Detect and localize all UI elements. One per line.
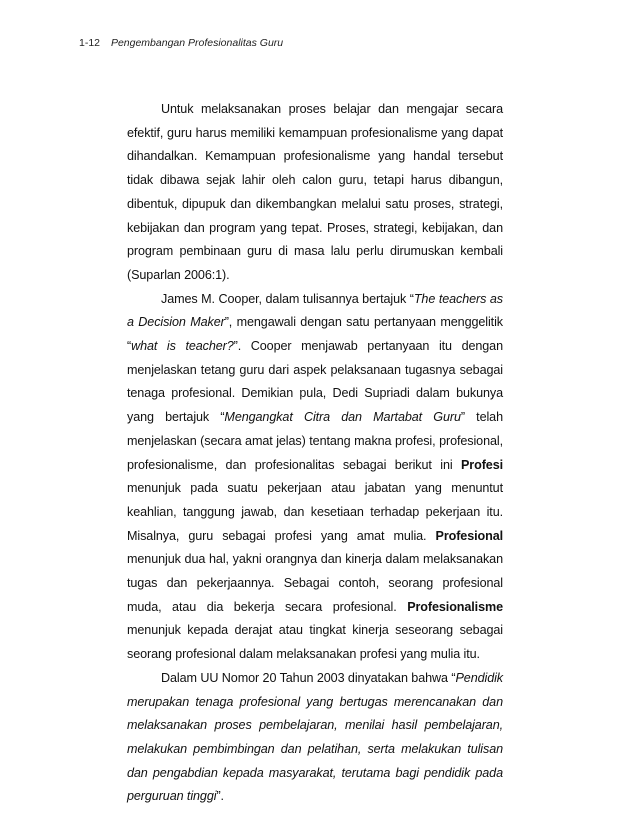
running-title: Pengembangan Profesionalitas Guru	[110, 37, 284, 49]
italic-book-title: Mengangkat Citra dan Martabat Guru	[224, 410, 461, 425]
paragraph-text: ” telah menjelaskan (secara amat jelas) tentang makna profesi, profesional, profesionalisme, dan profesionalitas sebagai berikut ini	[127, 410, 503, 472]
paragraph-text: menunjuk kepada derajat atau tingkat kinerja seseorang sebagai seorang profesional dalam melaksanakan profesi yang mulia itu.	[127, 623, 503, 662]
paragraph-text: ”, mengawali dengan satu pertanyaan menggelitik “	[127, 315, 503, 354]
term-profesionalisme: Profesionalisme	[407, 599, 503, 614]
body-text	[127, 98, 503, 809]
paragraph-2	[127, 288, 503, 667]
paragraph-text: ”.	[216, 789, 224, 804]
paragraph-text: ”. Cooper menjawab pertanyaan itu dengan menjelaskan tetang guru dari aspek pelaksanaan tugasnya sebagai tenaga profesional. Demikian pula, Dedi Supriadi dalam bukunya yang bertajuk “	[127, 339, 503, 425]
italic-title: The teachers as a Decision Maker	[127, 291, 503, 330]
running-header	[79, 37, 283, 49]
paragraph-1	[127, 98, 503, 288]
term-profesional: Profesional	[435, 528, 503, 543]
italic-quote: Pendidik merupakan tenaga profesional yang bertugas merencanakan dan melaksanakan proses pembelajaran, menilai hasil pembelajaran, melakukan pembimbingan dan pelatihan, serta melakukan tulisan dan pengabdian kepada masyarakat, terutama bagi pendidik pada perguruan tinggi	[127, 670, 503, 804]
paragraph-text: menunjuk dua hal, yakni orangnya dan kinerja dalam melaksanakan tugas dan pekerjaannya. Sebagai contoh, seorang profesional muda, atau dia bekerja secara profesional.	[127, 552, 503, 614]
term-profesi: Profesi	[461, 457, 503, 472]
paragraph-3	[127, 667, 503, 809]
paragraph-text: Untuk melaksanakan proses belajar dan mengajar secara efektif, guru harus memiliki kemampuan profesionalisme yang dapat dihandalkan. Kemampuan profesionalisme yang handal tersebut tidak dibawa sejak lahir oleh calon guru, tetapi harus dibangun, dibentuk, dipupuk dan dikembangkan melalui satu proses, strategi, kebijakan dan program yang tepat. Proses, strategi, kebijakan, dan program pembinaan guru di masa lalu perlu dirumuskan kembali (Suparlan 2006:1).	[127, 102, 503, 282]
paragraph-text: Dalam UU Nomor 20 Tahun 2003 dinyatakan bahwa “	[161, 670, 456, 685]
italic-question: what is teacher?	[131, 339, 234, 354]
page-number: 1-12	[79, 37, 101, 49]
paragraph-text: James M. Cooper, dalam tulisannya bertajuk “	[161, 291, 414, 306]
paragraph-text: menunjuk pada suatu pekerjaan atau jabatan yang menuntut keahlian, tanggung jawab, dan kesetiaan terhadap pekerjaan itu. Misalnya, guru sebagai profesi yang amat mulia.	[127, 481, 503, 543]
